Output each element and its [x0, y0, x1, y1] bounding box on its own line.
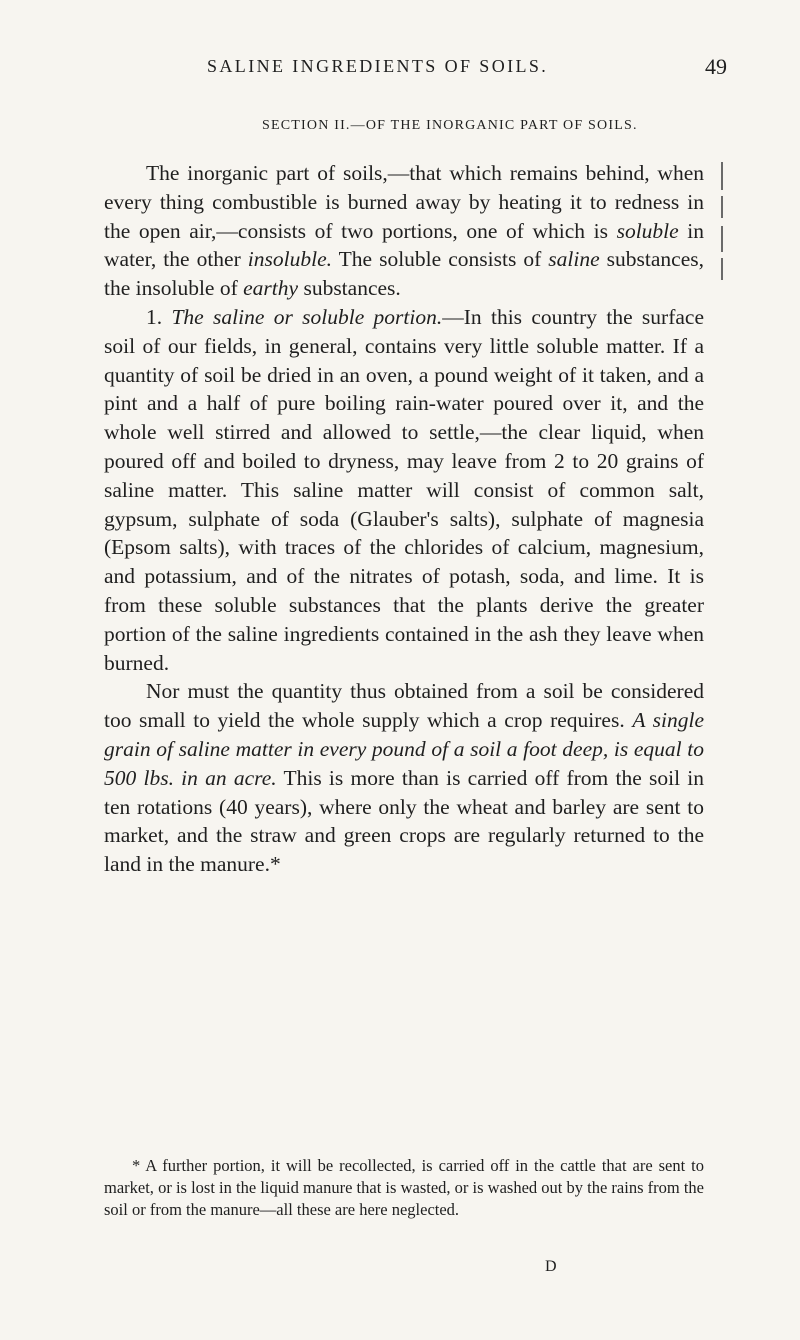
margin-rule [721, 258, 723, 280]
text-run: —In this country the surface soil of our fields, in general, contains very little soluble matter. If a quantity of soil be dried in an oven, a pound weight of it taken, and a pint and a half of pure boiling rain-water poured over it, and the whole well stirred and allowed to settle,—the clear liquid, when poured off and boiled to dryness, may leave from 2 to 20 grains of saline matter. This saline matter will consist of common salt, gypsum, sulphate of soda (Glauber's salts), sulphate of magnesia (Epsom salts), with traces of the chlorides of calcium, magnesium, and potassium, and of the nitrates of potash, soda, and lime. It is from these soluble substances that the plants derive the greater portion of the saline ingredients contained in the ash they leave when burned. [104, 304, 705, 675]
text-run: in water, the other [104, 218, 704, 272]
text-run: substances. [298, 276, 401, 301]
margin-rule [721, 162, 723, 190]
italic-term-insoluble: insoluble. [247, 247, 332, 272]
footnote [104, 1155, 704, 1221]
italic-term-soluble: soluble [616, 218, 679, 243]
body-text [104, 159, 704, 879]
margin-rule [721, 196, 723, 218]
footnote-text: * A further portion, it will be recollected, is carried off in the cattle that are sent to market, or is lost in the liquid manure that is wasted, or is washed out by the rains from the soil or from the manure—all these are here neglected. [104, 1156, 704, 1219]
paragraph-saline-portion [104, 303, 704, 677]
italic-term-saline: saline [548, 247, 600, 272]
text-run: substances, the insoluble of [104, 247, 704, 301]
italic-subheading: The saline or soluble portion. [171, 304, 443, 329]
signature-mark: D [545, 1258, 557, 1275]
paragraph-inorganic-part [104, 159, 704, 303]
italic-statement: A single grain of saline matter in every pound of a soil a foot deep, is equal to 500 lbs. in an acre. [104, 708, 705, 790]
paragraph-quantity [104, 677, 704, 879]
italic-term-earthy: earthy [243, 276, 299, 301]
page-number: 49 [705, 54, 727, 79]
running-head-title: SALINE INGREDIENTS OF SOILS. [207, 56, 549, 76]
margin-rule [721, 226, 723, 252]
section-heading: SECTION II.—OF THE INORGANIC PART OF SOILS. [262, 118, 638, 133]
text-run: This is more than is carried off from the soil in ten rotations (40 years), where only the wheat and barley are sent to market, and the straw and green crops are regularly returned to the land in the manure.* [104, 765, 705, 877]
running-head [207, 56, 727, 82]
text-run: The soluble consists of [332, 247, 549, 272]
text-run: The inorganic part of soils,—that which remains behind, when every thing combustible is burned away by heating it to redness in the open air,—consists of two portions, one of which is [104, 161, 704, 243]
text-run: 1. [146, 304, 172, 329]
text-run: Nor must the quantity thus obtained from a soil be considered too small to yield the whole supply which a crop requires. [104, 679, 704, 733]
